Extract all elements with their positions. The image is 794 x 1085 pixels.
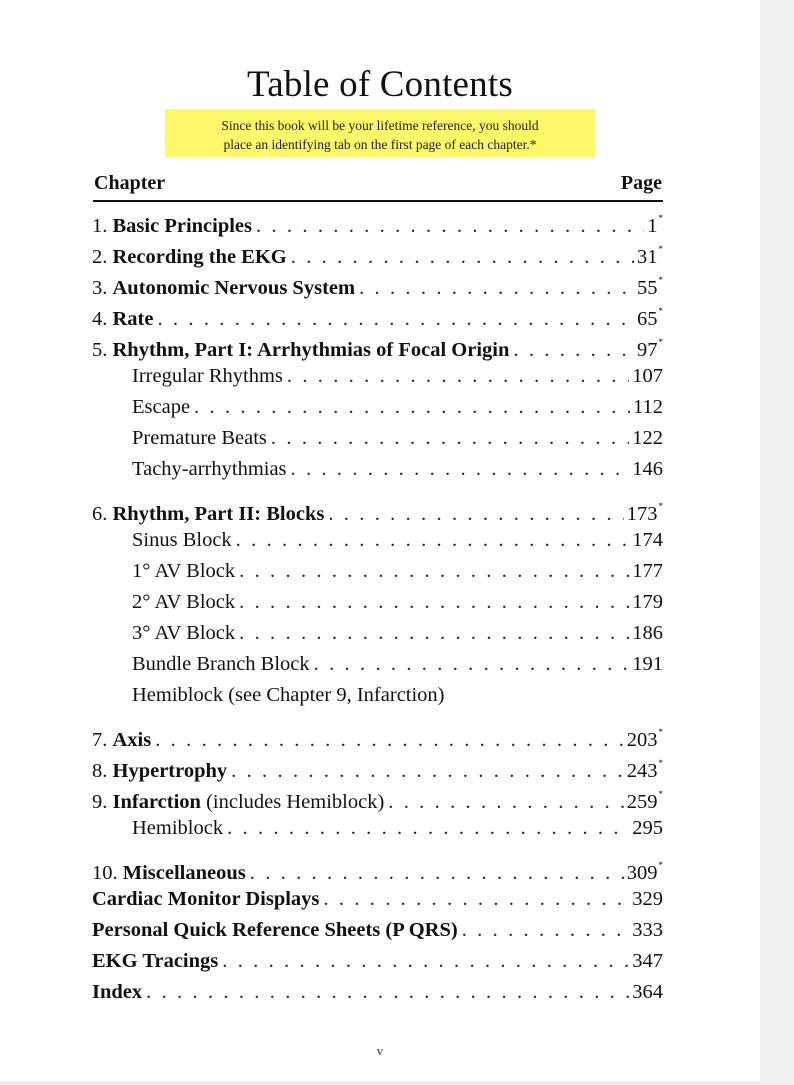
entry-title: 3° AV Block: [132, 622, 236, 644]
entry-page: 186: [632, 622, 663, 644]
entry-title: 1° AV Block: [132, 560, 236, 582]
entry-page: 295: [632, 817, 663, 839]
entry-title: Escape: [132, 396, 191, 418]
entry-title: Sinus Block: [132, 529, 232, 551]
dot-leader: [239, 618, 629, 649]
dot-leader: [388, 787, 623, 813]
entry-title: 2° AV Block: [132, 591, 236, 613]
dot-leader: [239, 587, 629, 618]
entry-number: 6.: [92, 502, 108, 525]
page-number: v: [376, 1043, 384, 1058]
entry-page: 177: [632, 560, 663, 582]
page-column-header: Page: [620, 172, 662, 194]
dot-leader: [359, 273, 634, 299]
entry-page: 122: [632, 427, 663, 449]
entry-title: Autonomic Nervous System: [112, 276, 356, 299]
dot-leader: [291, 454, 630, 485]
entry-number: 2.: [92, 245, 108, 268]
entry-page: 329: [632, 888, 663, 910]
toc-entry[interactable]: [92, 330, 663, 361]
tab-marker: *: [658, 789, 663, 799]
entry-number: 7.: [92, 728, 108, 751]
toc-entry[interactable]: [92, 782, 663, 813]
dot-leader: [513, 335, 634, 361]
entry-title: Hypertrophy: [112, 759, 228, 782]
toc-entry[interactable]: [92, 299, 663, 330]
entry-page: 65: [637, 307, 658, 330]
entry-page: 347: [632, 950, 663, 972]
dot-leader: [236, 525, 630, 556]
entry-title: Personal Quick Reference Sheets (P QRS): [92, 919, 458, 941]
page-title: Table of Contents: [247, 64, 513, 105]
tab-marker: *: [658, 213, 663, 223]
dot-leader: [271, 423, 629, 454]
note-line-2: place an identifying tab on the first page of each chapter.*: [223, 137, 537, 152]
entry-title: Rhythm, Part II: Blocks: [112, 502, 325, 525]
toc-entry[interactable]: [92, 206, 663, 237]
entry-title: Axis: [112, 728, 152, 751]
entry-page: 107: [632, 365, 663, 387]
entry-page: 97: [637, 338, 658, 361]
entry-title: Miscellaneous: [122, 861, 246, 884]
toc-subentry[interactable]: [92, 618, 663, 649]
entry-title: Tachy-arrhythmias: [132, 458, 287, 480]
entry-title: Rhythm, Part I: Arrhythmias of Focal Origin: [112, 338, 510, 361]
entry-number: 4.: [92, 307, 108, 330]
entry-number: 5.: [92, 338, 108, 361]
tab-marker: *: [658, 501, 663, 511]
tab-marker: *: [658, 244, 663, 254]
dot-leader: [239, 556, 629, 587]
entry-number: 9.: [92, 790, 108, 813]
dot-leader: [256, 211, 644, 237]
entry-title: Index: [92, 981, 143, 1003]
entry-page: 203: [626, 728, 658, 751]
toc-subentry[interactable]: [92, 649, 663, 680]
entry-title: Irregular Rhythms: [132, 365, 283, 387]
entry-number: 3.: [92, 276, 108, 299]
dot-leader: [231, 756, 624, 782]
dot-leader: [323, 884, 629, 915]
entry-page: 1: [647, 214, 658, 237]
tab-marker: *: [658, 306, 663, 316]
dot-leader: [227, 813, 629, 844]
entry-page: 173: [626, 502, 658, 525]
entry-title: Basic Principles: [112, 214, 253, 237]
entry-number: 10.: [92, 861, 118, 884]
entry-page: 31: [637, 245, 658, 268]
viewer-side-margin: [760, 0, 794, 1085]
entry-title: Bundle Branch Block: [132, 653, 310, 675]
entry-page: 112: [633, 396, 663, 418]
toc-subentry[interactable]: [92, 813, 663, 844]
dot-leader: [222, 946, 629, 977]
entry-number: 8.: [92, 759, 108, 782]
dot-leader: [314, 649, 630, 680]
entry-page: 55: [637, 276, 658, 299]
entry-title: Cardiac Monitor Displays: [92, 888, 320, 910]
entry-page: 259: [626, 790, 658, 813]
toc-subentry[interactable]: [92, 587, 663, 618]
entry-page: 191: [632, 653, 663, 675]
entry-page: 333: [632, 919, 663, 941]
entry-title: Rate: [112, 307, 154, 330]
toc-entry[interactable]: [92, 946, 663, 977]
toc-subentry[interactable]: [92, 454, 663, 485]
entry-title: Infarction: [112, 790, 201, 813]
toc-subentry[interactable]: [92, 361, 663, 392]
dot-leader: [157, 304, 634, 330]
dot-leader: [291, 242, 634, 268]
toc-entry[interactable]: [92, 751, 663, 782]
dot-leader: [155, 725, 624, 751]
toc-subentry-crossref: [92, 680, 663, 711]
entry-title: Premature Beats: [132, 427, 267, 449]
toc-entry[interactable]: [92, 237, 663, 268]
chapter-column-header: Chapter: [94, 172, 166, 194]
dot-leader: [462, 915, 630, 946]
entry-subtitle: (includes Hemiblock): [200, 790, 385, 813]
tab-marker: *: [658, 758, 663, 768]
entry-number: 1.: [92, 214, 108, 237]
toc-entry[interactable]: [92, 915, 663, 946]
tab-marker: *: [658, 275, 663, 285]
entry-title: Hemiblock (see Chapter 9, Infarction): [132, 684, 445, 706]
toc-subentry[interactable]: [92, 423, 663, 454]
entry-page: 146: [632, 458, 663, 480]
dot-leader: [194, 392, 630, 423]
entry-title: EKG Tracings: [92, 950, 219, 972]
dot-leader: [328, 499, 623, 525]
entry-page: 364: [632, 981, 663, 1003]
toc-entry[interactable]: [92, 853, 663, 884]
dot-leader: [250, 858, 624, 884]
toc-entry[interactable]: [92, 884, 663, 915]
toc-subentry[interactable]: [92, 392, 663, 423]
toc-entry[interactable]: [92, 494, 663, 525]
toc-entry[interactable]: [92, 268, 663, 299]
toc-entry[interactable]: [92, 977, 663, 1008]
dot-leader: [146, 977, 629, 1008]
tab-marker: *: [658, 860, 663, 870]
entry-page: 243: [626, 759, 658, 782]
entry-title: Hemiblock: [132, 817, 224, 839]
header-rule: [93, 200, 663, 202]
toc-subentry[interactable]: [92, 525, 663, 556]
entry-page: 174: [632, 529, 663, 551]
entry-page: 179: [632, 591, 663, 613]
toc-list: [92, 206, 663, 1008]
entry-title: Recording the EKG: [112, 245, 287, 268]
toc-subentry[interactable]: [92, 556, 663, 587]
highlighted-note: [165, 109, 595, 157]
toc-entry[interactable]: [92, 720, 663, 751]
note-line-1: Since this book will be your lifetime reference, you should: [221, 118, 539, 133]
tab-marker: *: [658, 727, 663, 737]
entry-page: 309: [626, 861, 658, 884]
dot-leader: [287, 361, 629, 392]
tab-marker: *: [658, 337, 663, 347]
